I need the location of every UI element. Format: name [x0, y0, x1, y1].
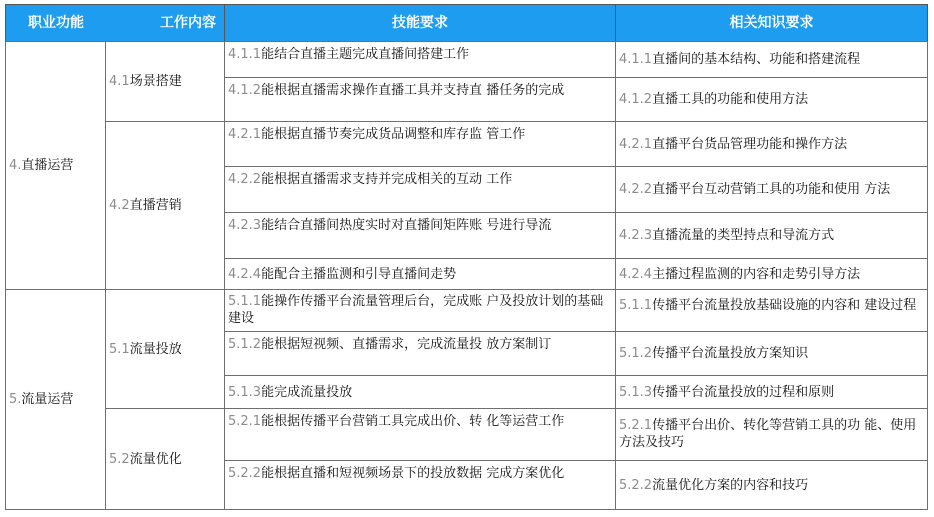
knowledge-num: 4.2.4 [619, 266, 653, 282]
knowledge-cell [615, 212, 928, 259]
content-num: 4.2 [109, 198, 130, 213]
function-label: 流量运营 [21, 392, 74, 407]
skill-text: 能操作传播平台流量管理后台，完成账 户及投放计划的基础建设 [228, 294, 604, 326]
content-num: 4.1 [109, 74, 130, 89]
content-label: 直播营销 [129, 198, 182, 213]
knowledge-text: 直播平台互动营销工具的功能和使用 方法 [652, 182, 891, 197]
skill-text: 能结合直播主题完成直播间搭建工作 [261, 47, 470, 62]
header-skill [224, 4, 616, 42]
header-skill-label: 技能要求 [392, 14, 448, 31]
skill-cell [224, 258, 616, 290]
skill-text: 能根据直播节奏完成货品调整和库存监 管工作 [261, 127, 526, 142]
knowledge-num: 5.2.1 [619, 418, 653, 433]
knowledge-cell [615, 460, 928, 510]
skill-text: 能配合主播监测和引导直播间走势 [261, 266, 457, 282]
skill-cell [224, 121, 616, 167]
function-cell [5, 41, 106, 290]
skill-cell [224, 41, 616, 78]
skill-num: 5.2.2 [228, 466, 262, 481]
knowledge-text: 直播平台货品管理功能和操作方法 [652, 136, 848, 152]
knowledge-num: 5.2.2 [619, 477, 653, 493]
knowledge-cell [615, 258, 928, 290]
knowledge-num: 4.2.2 [619, 182, 653, 197]
knowledge-cell [615, 375, 928, 409]
knowledge-cell [615, 77, 928, 122]
function-num: 4. [9, 158, 22, 173]
skill-cell [224, 166, 616, 213]
skill-num: 5.2.1 [228, 414, 262, 429]
skill-num: 4.1.2 [228, 83, 262, 98]
skill-num: 5.1.1 [228, 294, 262, 309]
header-function: 职业功能 [28, 14, 84, 31]
skill-cell [224, 375, 616, 409]
skill-text: 能根据短视频、直播需求，完成流量投 放方案制订 [261, 337, 552, 352]
knowledge-text: 传播平台流量投放的过程和原则 [652, 384, 835, 400]
skill-num: 5.1.3 [228, 384, 262, 400]
skill-cell [224, 289, 616, 332]
knowledge-num: 4.1.2 [619, 92, 653, 107]
skill-num: 4.2.4 [228, 266, 262, 282]
skill-num: 4.2.3 [228, 218, 262, 233]
knowledge-cell [615, 121, 928, 167]
skill-cell [224, 460, 616, 510]
knowledge-cell [615, 331, 928, 376]
content-label: 流量投放 [129, 341, 182, 357]
skill-cell [224, 77, 616, 122]
function-cell [5, 289, 106, 510]
skill-text: 能根据直播需求操作直播工具并支持直 播任务的完成 [261, 83, 565, 98]
function-label: 直播运营 [21, 158, 74, 173]
skill-text: 能结合直播间热度实时对直播间矩阵账 号进行导流 [261, 218, 552, 233]
skill-cell [224, 212, 616, 259]
content-cell [105, 289, 225, 409]
content-cell [105, 41, 225, 122]
knowledge-num: 4.2.3 [619, 228, 653, 243]
knowledge-num: 5.1.3 [619, 384, 653, 400]
skill-cell [224, 408, 616, 461]
knowledge-text: 直播间的基本结构、功能和搭建流程 [652, 52, 861, 67]
knowledge-text: 流量优化方案的内容和技巧 [652, 477, 809, 493]
header-knowledge-label: 相关知识要求 [729, 14, 814, 31]
knowledge-cell [615, 289, 928, 332]
knowledge-text: 传播平台流量投放方案知识 [652, 346, 809, 361]
content-cell [105, 121, 225, 290]
header-knowledge [615, 4, 928, 42]
knowledge-num: 4.1.1 [619, 52, 653, 67]
knowledge-text: 直播工具的功能和使用方法 [652, 92, 809, 107]
skill-cell [224, 331, 616, 376]
content-num: 5.2 [109, 451, 130, 467]
skill-text: 能根据直播和短视频场景下的投放数据 完成方案优化 [261, 466, 565, 481]
knowledge-text: 传播平台出价、转化等营销工具的功 能、使用方法及技巧 [619, 418, 917, 450]
header-content: 工作内容 [160, 14, 216, 31]
knowledge-text: 直播流量的类型持点和导流方式 [652, 228, 835, 243]
skill-num: 5.1.2 [228, 337, 262, 352]
function-num: 5. [9, 392, 22, 407]
knowledge-text: 传播平台流量投放基础设施的内容和 建设过程 [652, 298, 917, 313]
skill-text: 能根据直播需求支持并完成相关的互动 工作 [261, 172, 513, 187]
competency-table [5, 4, 928, 510]
knowledge-num: 5.1.2 [619, 346, 653, 361]
knowledge-text: 主播过程监测的内容和走势引导方法 [652, 266, 861, 282]
skill-text: 能完成流量投放 [261, 384, 353, 400]
skill-num: 4.1.1 [228, 47, 262, 62]
knowledge-cell [615, 408, 928, 461]
knowledge-num: 4.2.1 [619, 136, 653, 152]
knowledge-num: 5.1.1 [619, 298, 653, 313]
content-label: 场景搭建 [129, 74, 182, 89]
content-label: 流量优化 [129, 451, 182, 467]
knowledge-cell [615, 41, 928, 78]
content-cell [105, 408, 225, 510]
knowledge-cell [615, 166, 928, 213]
header-function-content [5, 4, 225, 42]
skill-num: 4.2.1 [228, 127, 262, 142]
content-num: 5.1 [109, 341, 130, 357]
skill-num: 4.2.2 [228, 172, 262, 187]
skill-text: 能根据传播平台营销工具完成出价、转 化等运营工作 [261, 414, 565, 429]
